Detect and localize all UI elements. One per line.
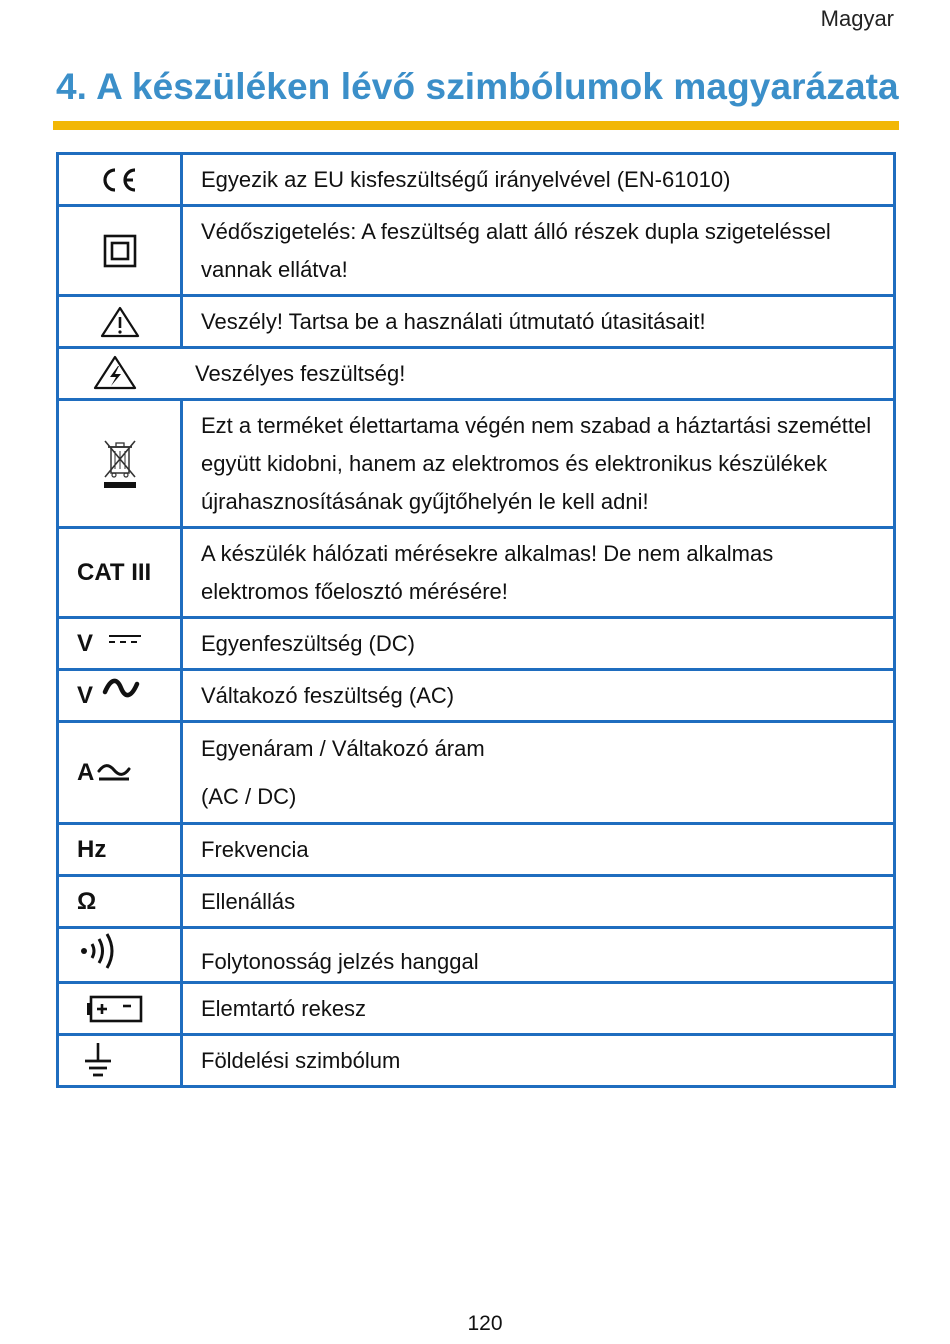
ac-wave-icon <box>101 676 141 702</box>
page-number: 120 <box>467 1312 503 1335</box>
ampere-label: A <box>77 758 95 786</box>
table-row <box>58 296 895 348</box>
dc-symbol-icon <box>105 629 145 649</box>
weee-bin-icon <box>100 437 140 491</box>
row-text: Egyezik az EU kisfeszültségű irányelvével (EN-61010) <box>182 154 895 206</box>
row-text-secondary: (AC / DC) <box>201 783 297 809</box>
table-row <box>58 983 895 1035</box>
high-voltage-icon <box>92 355 138 391</box>
row-text: Elemtartó rekesz <box>182 983 895 1035</box>
row-text: Frekvencia <box>182 824 895 876</box>
table-row <box>58 154 895 206</box>
title-underline <box>53 121 899 130</box>
table-row <box>58 1035 895 1087</box>
row-text: Földelési szimbólum <box>182 1035 895 1087</box>
table-row <box>58 206 895 296</box>
row-text: Váltakozó feszültség (AC) <box>182 670 895 722</box>
row-text: Veszélyes feszültség! <box>195 360 406 386</box>
ohm-label: Ω <box>77 887 97 915</box>
table-row <box>58 670 895 722</box>
symbol-table <box>56 152 896 1088</box>
table-row <box>58 348 895 400</box>
table-row <box>58 528 895 618</box>
row-text: Veszély! Tartsa be a használati útmutató útasitásait! <box>182 296 895 348</box>
ground-symbol-icon <box>83 1041 113 1081</box>
double-insulation-icon <box>103 234 137 268</box>
page-title: 4. A készüléken lévő szimbólumok magyarázata <box>56 66 899 107</box>
volt-label: V <box>77 629 94 657</box>
table-row <box>58 400 895 528</box>
warning-triangle-icon <box>99 305 141 339</box>
hertz-label: Hz <box>77 835 107 863</box>
table-row <box>58 722 895 824</box>
row-text: A készülék hálózati mérésekre alkalmas! De nem alkalmas elektromos főelosztó mérésére! <box>182 528 895 618</box>
volt-label: V <box>77 681 94 709</box>
table-row <box>58 618 895 670</box>
language-label: Magyar <box>820 6 894 31</box>
continuity-sound-icon <box>77 931 121 971</box>
cat-iii-label: CAT III <box>77 558 152 586</box>
row-text: Egyenfeszültség (DC) <box>182 618 895 670</box>
row-text: Ezt a terméket élettartama végén nem szabad a háztartási szeméttel együtt kidobni, hanem az elektromos és elektronikus készülékek újrahasznosításának gyűjtőhelyén le kell adni! <box>182 400 895 528</box>
row-text: Védőszigetelés: A feszültség alatt álló részek dupla szigeteléssel vannak ellátva! <box>182 206 895 296</box>
table-row <box>58 876 895 928</box>
row-text: Folytonosság jelzés hanggal <box>182 928 895 983</box>
ce-mark-icon <box>100 167 140 193</box>
table-row <box>58 928 895 983</box>
table-row <box>58 824 895 876</box>
row-text: Egyenáram / Váltakozó áram <box>201 735 485 761</box>
ac-dc-symbol-icon <box>96 762 132 784</box>
battery-compartment-icon <box>85 994 143 1024</box>
row-text: Ellenállás <box>182 876 895 928</box>
